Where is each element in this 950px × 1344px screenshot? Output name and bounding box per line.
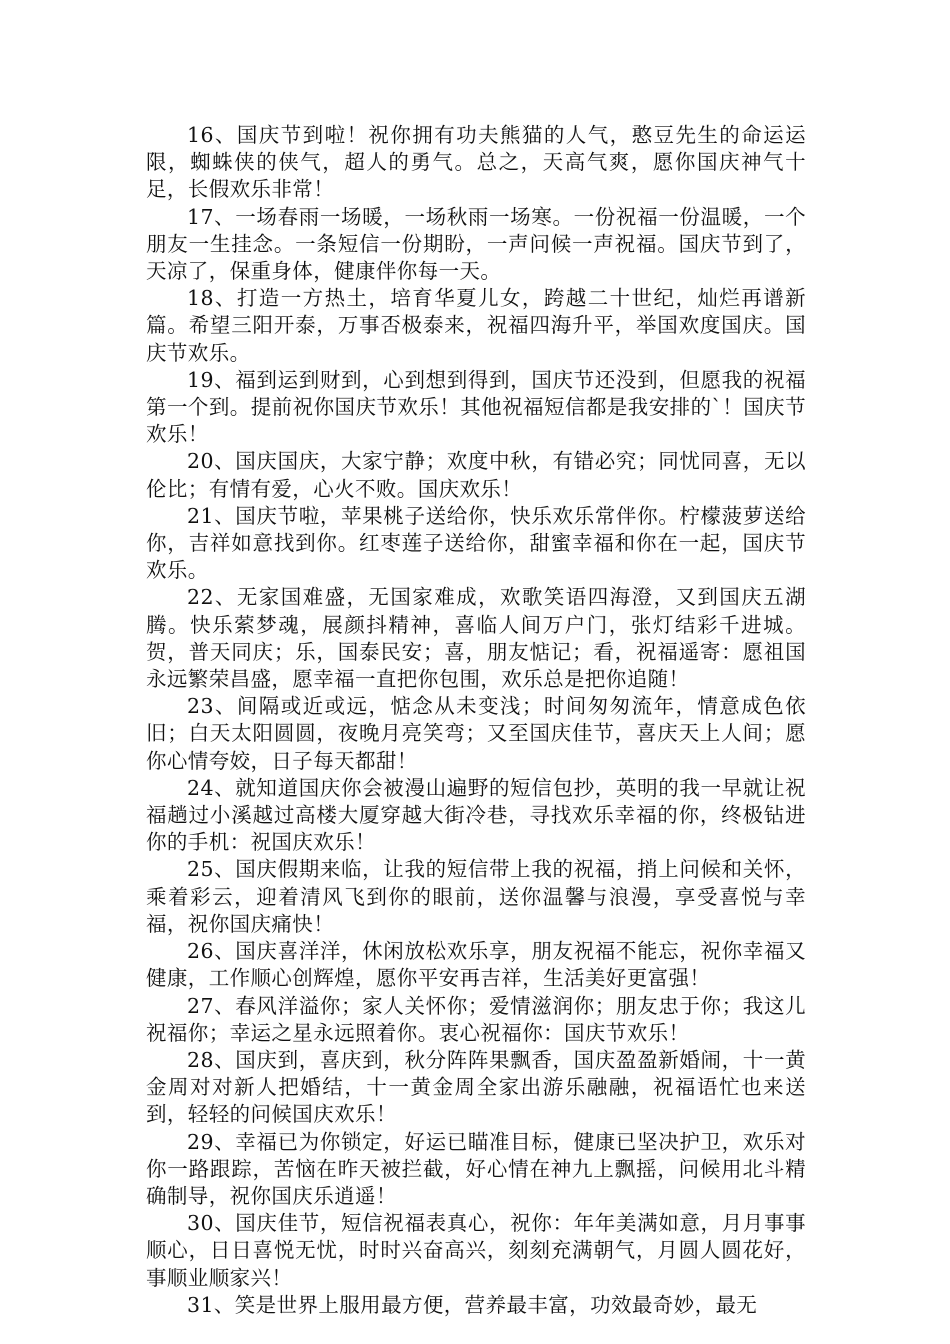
paragraph-18: 18、打造一方热土，培育华夏儿女，跨越二十世纪，灿烂再谱新篇。希望三阳开泰，万事否极泰来，祝福四海升平，举国欢度国庆。国庆节欢乐。 bbox=[146, 286, 806, 365]
paragraph-27: 27、春风洋溢你；家人关怀你；爱情滋润你；朋友忠于你；我这儿祝福你；幸运之星永远照着你。衷心祝福你：国庆节欢乐！ bbox=[146, 993, 806, 1045]
paragraph-19: 19、福到运到财到，心到想到得到，国庆节还没到，但愿我的祝福第一个到。提前祝你国庆节欢乐！其他祝福短信都是我安排的`！国庆节欢乐！ bbox=[146, 367, 806, 447]
paragraph-26: 26、国庆喜洋洋，休闲放松欢乐享，朋友祝福不能忘，祝你幸福又健康，工作顺心创辉煌，愿你平安再吉祥，生活美好更富强！ bbox=[146, 939, 806, 991]
paragraph-30: 30、国庆佳节，短信祝福表真心，祝你：年年美满如意，月月事事顺心，日日喜悦无忧，时时兴奋高兴，刻刻充满朝气，月圆人圆花好，事顺业顺家兴！ bbox=[146, 1211, 806, 1290]
document-body bbox=[146, 122, 806, 1319]
paragraph-16: 16、国庆节到啦！祝你拥有功夫熊猫的人气，憨豆先生的命运运限，蜘蛛侠的侠气，超人的勇气。总之，天高气爽，愿你国庆神气十足，长假欢乐非常！ bbox=[146, 123, 806, 202]
paragraph-31: 31、笑是世界上服用最方便，营养最丰富，功效最奇妙，最无 bbox=[187, 1292, 758, 1317]
paragraph-17: 17、一场春雨一场暖，一场秋雨一场寒。一份祝福一份温暖，一个朋友一生挂念。一条短信一份期盼，一声问候一声祝福。国庆节到了，天凉了，保重身体，健康伴你每一天。 bbox=[146, 204, 806, 284]
paragraph-28: 28、国庆到，喜庆到，秋分阵阵果飘香，国庆盈盈新婚闹，十一黄金周对对新人把婚结，十一黄金周全家出游乐融融，祝福语忙也来送到，轻轻的问候国庆欢乐！ bbox=[146, 1047, 806, 1127]
paragraph-25: 25、国庆假期来临，让我的短信带上我的祝福，捎上问候和关怀，乘着彩云，迎着清风飞到你的眼前，送你温馨与浪漫，享受喜悦与幸福，祝你国庆痛快！ bbox=[146, 857, 806, 936]
paragraph-29: 29、幸福已为你锁定，好运已瞄准目标，健康已坚决护卫，欢乐对你一路跟踪，苦恼在昨天被拦截，好心情在神九上飘摇，问候用北斗精确制导，祝你国庆乐逍遥！ bbox=[146, 1129, 806, 1208]
paragraph-24: 24、就知道国庆你会被漫山遍野的短信包抄，英明的我一早就让祝福趟过小溪越过高楼大厦穿越大街冷巷，寻找欢乐幸福的你，终极钻进你的手机：祝国庆欢乐！ bbox=[146, 775, 806, 855]
paragraph-22: 22、无家国难盛，无国家难成，欢歌笑语四海澄，又到国庆五湖腾。快乐萦梦魂，展颜抖精神，喜临人间万户门，张灯结彩千进城。贺，普天同庆；乐，国泰民安；喜，朋友惦记；看，祝福遥寄：愿祖国永远繁荣昌盛，愿幸福一直把你包围，欢乐总是把你追随！ bbox=[146, 585, 806, 692]
paragraph-23: 23、间隔或近或远，惦念从未变浅；时间匆匆流年，情意成色依旧；白天太阳圆圆，夜晚月亮笑弯；又至国庆佳节，喜庆天上人间；愿你心情夸姣，日子每天都甜！ bbox=[146, 694, 806, 773]
paragraph-20: 20、国庆国庆，大家宁静；欢度中秋，有错必究；同忧同喜，无以伦比；有情有爱，心火不败。国庆欢乐！ bbox=[146, 449, 806, 501]
paragraph-21: 21、国庆节啦，苹果桃子送给你，快乐欢乐常伴你。柠檬菠萝送给你，吉祥如意找到你。红枣莲子送给你，甜蜜幸福和你在一起，国庆节欢乐。 bbox=[146, 503, 806, 583]
